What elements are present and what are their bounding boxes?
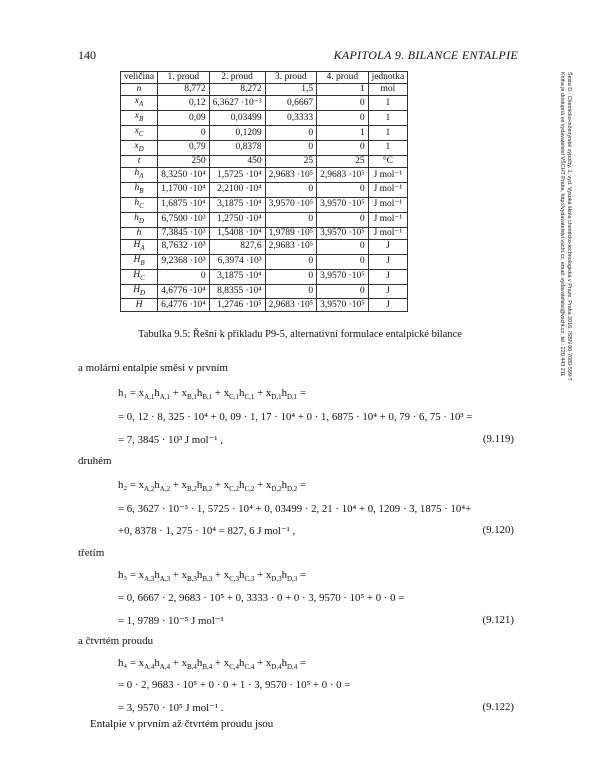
value-cell: 0,1209 — [209, 126, 265, 141]
variable-cell: $x_A$ — [121, 96, 158, 111]
value-cell: 250 — [158, 155, 209, 167]
equation-number: (9.121) — [482, 614, 514, 626]
value-cell: 0 — [265, 284, 316, 299]
value-cell: 0 — [158, 269, 209, 284]
variable-cell: t — [121, 155, 158, 167]
value-cell: 1,5 — [265, 84, 316, 96]
value-cell: 4,6776 ·10⁴ — [158, 284, 209, 299]
value-cell: 25 — [265, 155, 316, 167]
value-cell: 8,7632 ·10³ — [158, 239, 209, 254]
value-cell: 8,272 — [209, 84, 265, 96]
value-cell: 0 — [265, 254, 316, 269]
side-note-line: Šesta D.: Chemicko-inženýrské výpočty. 1. vyd. Vysoká škola chemicko-technologická v Praze, Praha 2016. ISBN 80-7080-599-7 — [566, 72, 572, 381]
table-body — [121, 84, 408, 311]
equation-line: $h_2 = x_{A,2}h_{A,2} + x_{B,2}h_{B,2} + x_{C,2}h_{C,2} + x_{D,2}h_{D,2}$ = — [118, 479, 307, 494]
value-cell: 2,9683 ·10⁵ — [265, 239, 316, 254]
table-row — [121, 299, 408, 311]
variable-cell: $H_C$ — [121, 269, 158, 284]
variable-cell: $H_D$ — [121, 284, 158, 299]
unit-cell: J — [368, 284, 408, 299]
paragraph: a molární entalpie směsi v prvním — [78, 362, 228, 374]
equation-line: = 0, 12 · 8, 325 · 10⁴ + 0, 09 · 1, 17 · 10⁴ + 0 · 1, 6875 · 10⁴ + 0, 79 · 6, 75 · 10³ = — [118, 411, 473, 423]
variable-cell: $x_B$ — [121, 111, 158, 126]
value-cell: 6,7500 ·10³ — [158, 212, 209, 227]
value-cell: 25 — [317, 155, 368, 167]
value-cell: 3,1875 ·10⁴ — [209, 197, 265, 212]
unit-cell: J mol⁻¹ — [368, 183, 408, 198]
value-cell: 3,9570 ·10⁵ — [265, 197, 316, 212]
value-cell: 6,3627 ·10⁻³ — [209, 96, 265, 111]
value-cell: 2,2100 ·10⁴ — [209, 183, 265, 198]
table-row — [121, 269, 408, 284]
value-cell: 0 — [317, 183, 368, 198]
equation-line: = 1, 9789 · 10⁻⁵ J mol⁻¹ — [118, 615, 224, 627]
value-cell: 1,5725 ·10⁴ — [209, 168, 265, 183]
value-cell: 0 — [265, 126, 316, 141]
table-header-cell: 4. proud — [317, 72, 368, 84]
value-cell: 8,8355 ·10⁴ — [209, 284, 265, 299]
value-cell: 3,9570 ·10⁵ — [317, 227, 368, 239]
value-cell: 3,1875 ·10⁴ — [209, 269, 265, 284]
table-header-cell: jednotka — [368, 72, 408, 84]
value-cell: 3,9570 ·10⁵ — [317, 269, 368, 284]
equation-line: = 7, 3845 · 10³ J mol⁻¹ , — [118, 434, 223, 446]
equation-line: = 0, 6667 · 2, 9683 · 10⁵ + 0, 3333 · 0 + 0 · 3, 9570 · 10⁵ + 0 · 0 = — [118, 592, 405, 604]
variable-cell: n — [121, 84, 158, 96]
table-row — [121, 168, 408, 183]
variable-cell: $h_C$ — [121, 197, 158, 212]
value-cell: 9,2368 ·10³ — [158, 254, 209, 269]
value-cell: 0 — [317, 212, 368, 227]
value-cell: 6,3974 ·10³ — [209, 254, 265, 269]
value-cell: 8,772 — [158, 84, 209, 96]
value-cell: 2,9683 ·10⁵ — [265, 299, 316, 311]
value-cell: 1,2746 ·10⁵ — [209, 299, 265, 311]
results-table — [120, 71, 408, 312]
value-cell: 1 — [317, 126, 368, 141]
variable-cell: $h_A$ — [121, 168, 158, 183]
unit-cell: mol — [368, 84, 408, 96]
equation-number: (9.119) — [482, 433, 514, 445]
value-cell: 1,5408 ·10⁴ — [209, 227, 265, 239]
value-cell: 1 — [317, 84, 368, 96]
value-cell: 2,9683 ·10⁵ — [317, 168, 368, 183]
value-cell: 2,9683 ·10⁵ — [265, 168, 316, 183]
table-row — [121, 227, 408, 239]
running-title: KAPITOLA 9. BILANCE ENTALPIE — [333, 48, 518, 62]
unit-cell: °C — [368, 155, 408, 167]
value-cell: 0,79 — [158, 141, 209, 156]
value-cell: 1,1700 ·10⁴ — [158, 183, 209, 198]
unit-cell: 1 — [368, 141, 408, 156]
page-number: 140 — [78, 48, 96, 62]
paragraph: druhém — [78, 455, 112, 467]
variable-cell: $x_D$ — [121, 141, 158, 156]
value-cell: 0,12 — [158, 96, 209, 111]
table-header-cell: 1. proud — [158, 72, 209, 84]
value-cell: 0 — [158, 126, 209, 141]
value-cell: 3,9570 ·10⁵ — [317, 197, 368, 212]
value-cell: 8,3250 ·10⁴ — [158, 168, 209, 183]
side-note — [552, 72, 572, 522]
variable-cell: H — [121, 299, 158, 311]
variable-cell: $H_B$ — [121, 254, 158, 269]
table-row — [121, 141, 408, 156]
variable-cell: h — [121, 227, 158, 239]
equation-line: = 6, 3627 · 10⁻³ · 1, 5725 · 10⁴ + 0, 03499 · 2, 21 · 10⁴ + 0, 1209 · 3, 1875 · 10⁴+ — [118, 503, 472, 515]
side-note-line: Kniha je dostupná ve vydavatelství VŠCHT Praha, http://vydavatelstvi.vscht.cz, email: vydavatelstvi@vscht.cz, tel.: 220 443 211 — [559, 72, 565, 377]
equation-number: (9.122) — [482, 701, 514, 713]
unit-cell: J — [368, 269, 408, 284]
value-cell: 0 — [317, 239, 368, 254]
unit-cell: J mol⁻¹ — [368, 197, 408, 212]
table-row — [121, 155, 408, 167]
value-cell: 0,09 — [158, 111, 209, 126]
unit-cell: J mol⁻¹ — [368, 168, 408, 183]
value-cell: 1,9789 ·10⁵ — [265, 227, 316, 239]
table-row — [121, 84, 408, 96]
table-row — [121, 111, 408, 126]
unit-cell: 1 — [368, 126, 408, 141]
value-cell: 0 — [317, 96, 368, 111]
unit-cell: J — [368, 239, 408, 254]
equation-number: (9.120) — [482, 524, 514, 536]
unit-cell: J — [368, 299, 408, 311]
table-header-cell: 3. proud — [265, 72, 316, 84]
value-cell: 827,6 — [209, 239, 265, 254]
value-cell: 0,6667 — [265, 96, 316, 111]
table-header-cell: veličina — [121, 72, 158, 84]
table-caption: Tabulka 9.5: Řešní k příkladu P9-5, alternativní formulace entalpické bilance — [138, 329, 462, 340]
value-cell: 6,4776 ·10⁴ — [158, 299, 209, 311]
equation-line: $h_4 = x_{A,4}h_{A,4} + x_{B,4}h_{B,4} + x_{C,4}h_{C,4} + x_{D,4}h_{D,4}$ = — [118, 657, 307, 672]
paragraph: a čtvrtém proudu — [78, 635, 154, 647]
equation-line: +0, 8378 · 1, 275 · 10⁴ = 827, 6 J mol⁻¹ , — [118, 525, 296, 537]
table-row — [121, 284, 408, 299]
variable-cell: $h_D$ — [121, 212, 158, 227]
equation-line: = 3, 9570 · 10⁵ J mol⁻¹ . — [118, 702, 224, 714]
value-cell: 1,6875 ·10⁴ — [158, 197, 209, 212]
value-cell: 450 — [209, 155, 265, 167]
variable-cell: $h_B$ — [121, 183, 158, 198]
value-cell: 0,3333 — [265, 111, 316, 126]
table-header-cell: 2. proud — [209, 72, 265, 84]
equation-line: = 0 · 2, 9683 · 10⁵ + 0 · 0 + 1 · 3, 9570 · 10⁵ + 0 · 0 = — [118, 679, 351, 691]
variable-cell: $x_C$ — [121, 126, 158, 141]
value-cell: 3,9570 ·10⁵ — [317, 299, 368, 311]
value-cell: 0 — [265, 183, 316, 198]
value-cell: 0 — [265, 212, 316, 227]
equation-line: $h_3 = x_{A,3}h_{A,3} + x_{B,3}h_{B,3} + x_{C,3}h_{C,3} + x_{D,3}h_{D,3}$ = — [118, 569, 307, 584]
value-cell: 0 — [317, 111, 368, 126]
equation-line: $h_1 = x_{A,1}h_{A,1} + x_{B,1}h_{B,1} + x_{C,1}h_{C,1} + x_{D,1}h_{D,1}$ = — [118, 387, 307, 402]
value-cell: 0 — [265, 269, 316, 284]
unit-cell: J — [368, 254, 408, 269]
table-row — [121, 96, 408, 111]
table-row — [121, 183, 408, 198]
value-cell: 0 — [317, 141, 368, 156]
paragraph: Entalpie v prvním až čtvrtém proudu jsou — [90, 718, 274, 730]
unit-cell: J mol⁻¹ — [368, 227, 408, 239]
value-cell: 0,8378 — [209, 141, 265, 156]
paragraph: třetím — [78, 547, 105, 559]
unit-cell: J mol⁻¹ — [368, 212, 408, 227]
value-cell: 0,03499 — [209, 111, 265, 126]
value-cell: 0 — [317, 284, 368, 299]
table-row — [121, 126, 408, 141]
table-row — [121, 239, 408, 254]
table-row — [121, 254, 408, 269]
value-cell: 1,2750 ·10⁴ — [209, 212, 265, 227]
variable-cell: $H_A$ — [121, 239, 158, 254]
value-cell: 0 — [317, 254, 368, 269]
table-row — [121, 212, 408, 227]
unit-cell: 1 — [368, 96, 408, 111]
table-header-row — [121, 72, 408, 84]
value-cell: 0 — [265, 141, 316, 156]
value-cell: 7,3845 ·10³ — [158, 227, 209, 239]
unit-cell: 1 — [368, 111, 408, 126]
table-row — [121, 197, 408, 212]
